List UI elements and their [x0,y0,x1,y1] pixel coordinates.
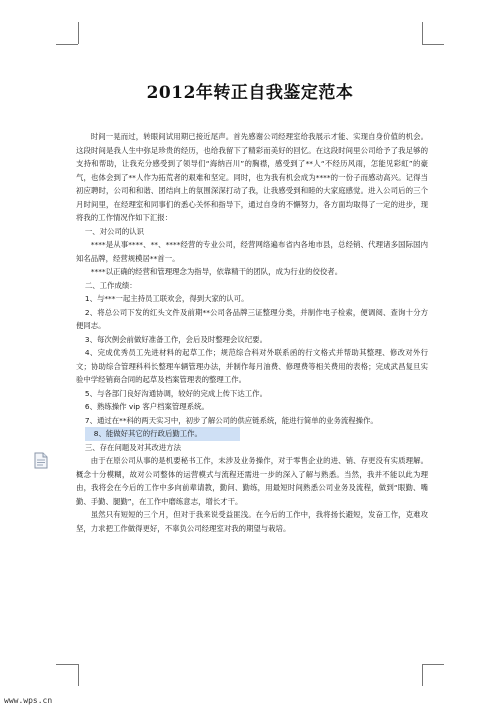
list-item: 2、将总公司下发的红头文件及前期**公司各品牌三证整理分类，并制作电子检索，便调阅、查询十分方便同志。 [76,307,428,330]
paragraph: ****以正确的经营和管理理念为指导，依靠精干的团队，成为行业的佼佼者。 [90,267,343,276]
crop-mark [56,664,78,665]
list-item: 5、与各部门良好沟通协调，较好的完成上传下达工作。 [84,388,267,398]
list-item-selected [76,427,428,441]
paragraph: 虽然只有短短的三个月，但对于我来说受益匪浅。在今后的工作中，我将扬长避短，发奋工作，克难攻坚，力求把工作做得更好，不辜负公司经理室对我的期望与栽培。 [76,510,428,533]
section-heading: 三、存在问题及对其改进方法 [84,442,181,452]
crop-mark [422,44,444,45]
crop-mark [422,664,423,686]
document-body[interactable] [76,130,428,535]
crop-mark [78,22,79,44]
selection-highlight: 8、能做好其它的行政后勤工作。 [85,427,240,441]
crop-mark [78,664,79,686]
list-item: 3、每次例会前做好准备工作，会后及时整理会议纪要。 [84,334,267,344]
paragraph-intro: 时间一晃而过，转眼间试用期已接近尾声。首先感谢公司经理室给我展示才能、实现自身价值的机会。这段时间是我人生中弥足珍贵的经历，也给我留下了精彩而美好的回忆。在这段时间里公司给予了我足够的支持和帮助，让我充分感受到了领导们“海纳百川”的胸襟，感受到了**人“不经历风雨，怎能见彩虹”的豪气，也体会到了**人作为拓荒者的艰难和坚定。同时，也为我有机会成为****的一份子而感动高兴。记得当初应聘时，公司和和谐、团结向上的氛围深深打动了我，让我感受到和睦的大家庭感觉。进入公司后的三个月时间里，在经理室和同事们的悉心关怀和指导下，通过自身的不懈努力，各方面均取得了一定的进步，现将我的工作情况作如下汇报： [76,132,428,222]
list-item: 1、与***一起主持员工联欢会，得到大家的认可。 [84,294,249,303]
crop-mark [422,664,444,665]
footer-watermark: www.wps.cn [4,696,53,705]
section-heading: 一、对公司的认识 [84,226,145,236]
crop-mark [422,22,423,44]
section-heading: 二、工作成绩： [84,280,137,290]
list-item: 7、通过在**科的两天实习中，初步了解公司的供应链系统，能进行简单的业务流程操作。 [84,415,378,425]
paragraph: 由于在原公司从事的是机要秘书工作，未涉及业务操作，对于零售企业的进、销、存更没有实质理解。概念十分模糊，故对公司整体的运营模式与流程还需进一步的深入了解与熟悉。当然，我并不能以此为理由，我将会在今后的工作中多向前辈请教，勤问、勤练，用最短时间熟悉公司业务及流程，做到“眼勤、嘴勤、手勤、腿勤”，在工作中磨练意志，增长才干。 [76,456,428,506]
list-item: 6、熟练操作 vip 客户档案管理系统。 [84,402,209,411]
list-item: 4、完成优秀员工先进材料的起草工作；规范综合科对外联系函的行文格式并帮助其整理、修改对外行文；协助综合管理科科长整理车辆管理办法，并制作每月油费、修理费等相关费用的表格；完成武昌复旦实验中学经销商合同的起草及档案管理表的整理工作。 [76,348,428,384]
document-icon[interactable] [34,452,48,469]
crop-mark [56,44,78,45]
document-title: 2012年转正自我鉴定范本 [146,83,354,103]
paragraph: ****是从事****、**、****经营的专业公司，经营网络遍布省内各地市县，总经销、代理诸多国际国内知名品牌，经营规模居**首一。 [76,240,428,263]
